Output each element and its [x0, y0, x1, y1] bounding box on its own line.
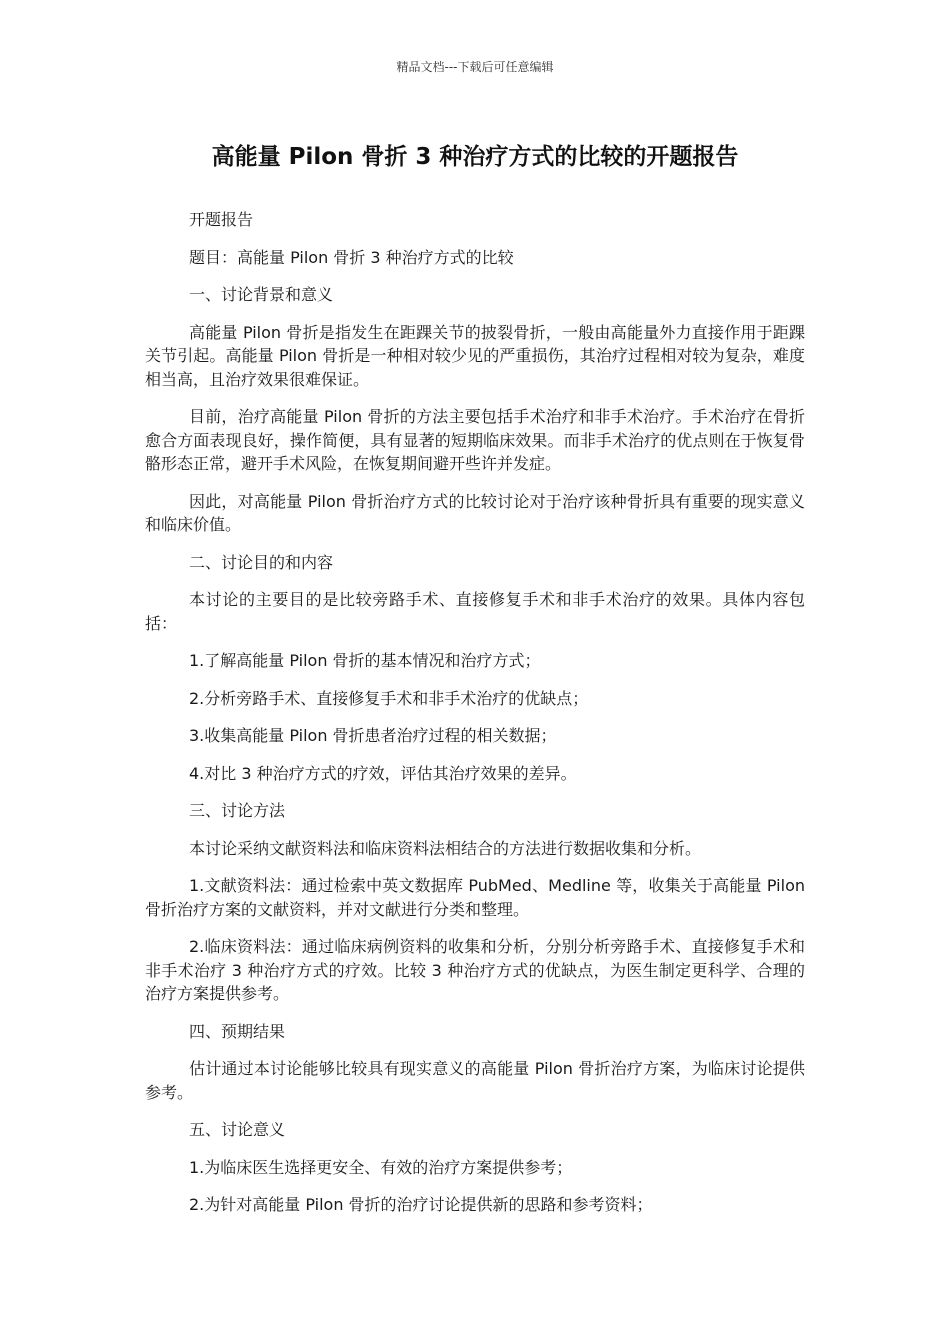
list-item-method-2: 2.临床资料法：通过临床病例资料的收集和分析，分别分析旁路手术、直接修复手术和非手术治疗 3 种治疗方式的疗效。比较 3 种治疗方式的优缺点，为医生制定更科学、合理的治疗方案提供参考。 — [145, 937, 805, 1003]
list-item-significance-1: 1.为临床医生选择更安全、有效的治疗方案提供参考； — [189, 1157, 573, 1177]
document-body — [145, 208, 805, 1231]
list-item-purpose-4: 4.对比 3 种治疗方式的疗效，评估其治疗效果的差异。 — [189, 763, 577, 783]
paragraph-purpose-intro: 本讨论的主要目的是比较旁路手术、直接修复手术和非手术治疗的效果。具体内容包括： — [145, 590, 805, 633]
list-item-purpose-2: 2.分析旁路手术、直接修复手术和非手术治疗的优缺点； — [189, 688, 589, 708]
report-label: 开题报告 — [189, 210, 254, 229]
paragraph-background-2: 目前，治疗高能量 Pilon 骨折的方法主要包括手术治疗和非手术治疗。手术治疗在骨折愈合方面表现良好，操作简便，具有显著的短期临床效果。而非手术治疗的优点则在于恢复骨骼形态正常，避开手术风险，在恢复期间避开些许并发症。 — [145, 407, 805, 473]
topic-line: 题目：高能量 Pilon 骨折 3 种治疗方式的比较 — [189, 247, 514, 267]
section-heading-method: 三、讨论方法 — [189, 801, 286, 820]
document-title: 高能量 Pilon 骨折 3 种治疗方式的比较的开题报告 — [211, 144, 739, 170]
list-item-significance-2: 2.为针对高能量 Pilon 骨折的治疗讨论提供新的思路和参考资料； — [189, 1195, 653, 1214]
list-item-method-1: 1.文献资料法：通过检索中英文数据库 PubMed、Medline 等，收集关于高能量 Pilon 骨折治疗方案的文献资料，并对文献进行分类和整理。 — [145, 876, 805, 919]
section-heading-background: 一、讨论背景和意义 — [189, 285, 334, 304]
paragraph-expected: 估计通过本讨论能够比较具有现实意义的高能量 Pilon 骨折治疗方案，为临床讨论提供参考。 — [145, 1059, 805, 1102]
section-heading-purpose: 二、讨论目的和内容 — [189, 552, 334, 572]
section-heading-significance: 五、讨论意义 — [189, 1120, 286, 1139]
paragraph-background-3: 因此，对高能量 Pilon 骨折治疗方式的比较讨论对于治疗该种骨折具有重要的现实意义和临床价值。 — [145, 491, 805, 534]
paragraph-method-intro: 本讨论采纳文献资料法和临床资料法相结合的方法进行数据收集和分析。 — [189, 838, 702, 858]
list-item-purpose-1: 1.了解高能量 Pilon 骨折的基本情况和治疗方式； — [189, 651, 541, 670]
paragraph-background-1: 高能量 Pilon 骨折是指发生在距踝关节的披裂骨折，一般由高能量外力直接作用于距踝关节引起。高能量 Pilon 骨折是一种相对较少见的严重损伤，其治疗过程相对较为复杂，难度相当高，且治疗效果很难保证。 — [145, 322, 805, 389]
list-item-purpose-3: 3.收集高能量 Pilon 骨折患者治疗过程的相关数据； — [189, 726, 557, 745]
section-heading-expected: 四、预期结果 — [189, 1021, 286, 1041]
page-header: 精品文档---下载后可任意编辑 — [396, 60, 554, 74]
